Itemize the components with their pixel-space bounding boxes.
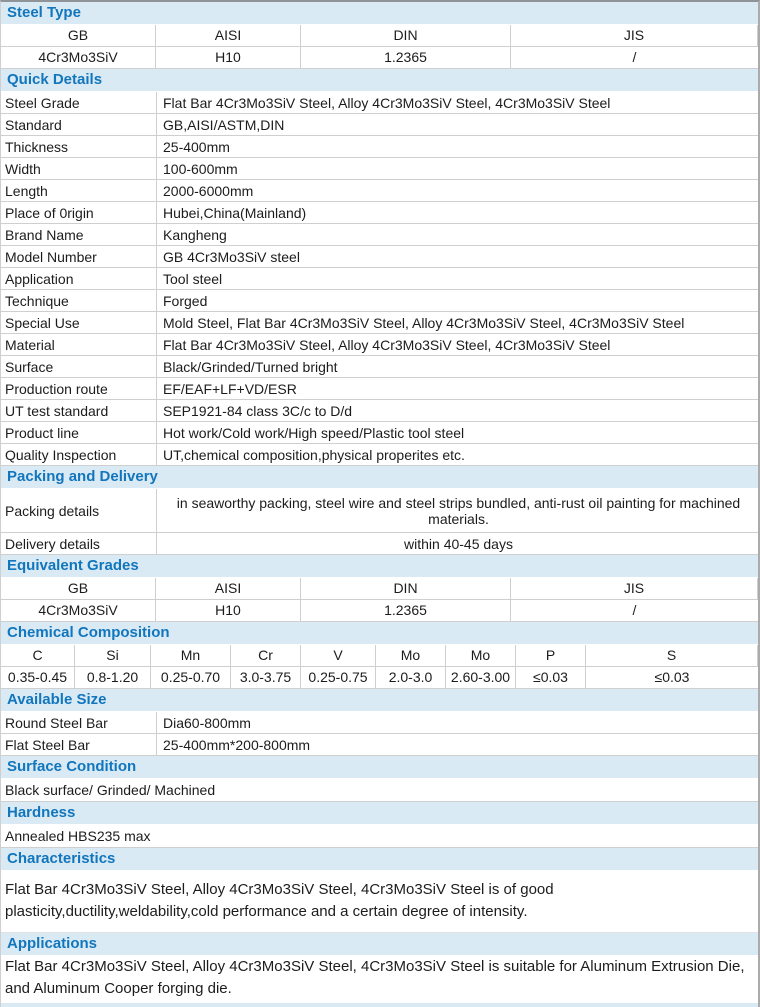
grade-value-cell: / — [511, 47, 758, 69]
spec-label: Model Number — [1, 246, 157, 267]
spec-label: UT test standard — [1, 400, 157, 421]
chem-range-cell: ≤0.03 — [586, 667, 758, 689]
chem-range-cell: 0.8-1.20 — [75, 667, 151, 689]
chem-range-cell: ≤0.03 — [516, 667, 586, 689]
spec-row — [1, 180, 758, 202]
grade-header-cell: DIN — [301, 578, 511, 600]
spec-row — [1, 734, 758, 756]
spec-label: Steel Grade — [1, 92, 157, 113]
applications-text: Flat Bar 4Cr3Mo3SiV Steel, Alloy 4Cr3Mo3SiV Steel, 4Cr3Mo3SiV Steel is suitable for Aluminum Extrusion Die, and Aluminum Cooper forging die. — [5, 958, 745, 997]
spec-row — [1, 712, 758, 734]
chem-range-cell: 0.25-0.75 — [301, 667, 376, 689]
spec-value: Black/Grinded/Turned bright — [163, 358, 338, 375]
grade-value-cell: 4Cr3Mo3SiV — [1, 600, 156, 622]
spec-row — [1, 158, 758, 180]
spec-label: Delivery details — [1, 533, 157, 554]
section-title-available-size: Available Size — [1, 689, 758, 712]
section-title-steel-type: Steel Type — [1, 2, 758, 25]
spec-row — [1, 422, 758, 444]
spec-value: within 40-45 days — [404, 535, 513, 552]
spec-label: Round Steel Bar — [1, 712, 157, 733]
spec-value: in seaworthy packing, steel wire and steel strips bundled, anti-rust oil painting for machined materials. — [176, 494, 741, 527]
steel-type-grade-table — [1, 25, 758, 69]
chem-element-cell: Mo — [446, 645, 516, 667]
spec-value: 100-600mm — [163, 160, 238, 177]
spec-row — [1, 290, 758, 312]
spec-label: Flat Steel Bar — [1, 734, 157, 755]
spec-row — [1, 114, 758, 136]
spec-row — [1, 334, 758, 356]
spec-value: 25-400mm*200-800mm — [163, 736, 311, 753]
spec-value: SEP1921-84 class 3C/c to D/d — [163, 402, 353, 419]
spec-label: Place of 0rigin — [1, 202, 157, 223]
spec-row — [1, 268, 758, 290]
grade-header-cell: AISI — [156, 25, 301, 47]
section-title-equivalent-grades: Equivalent Grades — [1, 555, 758, 578]
chem-element-cell: S — [586, 645, 758, 667]
grade-value-cell: H10 — [156, 600, 301, 622]
chem-element-cell: V — [301, 645, 376, 667]
spec-row — [1, 356, 758, 378]
spec-value: EF/EAF+LF+VD/ESR — [163, 380, 297, 397]
chemical-composition-table — [1, 645, 758, 689]
spec-value: Tool steel — [163, 270, 223, 287]
spec-row — [1, 400, 758, 422]
spec-row — [1, 533, 758, 555]
section-title-quick-details: Quick Details — [1, 69, 758, 92]
spec-row — [1, 224, 758, 246]
grade-header-cell: JIS — [511, 25, 758, 47]
chem-range-cell: 2.0-3.0 — [376, 667, 446, 689]
spec-row — [1, 92, 758, 114]
spec-label: Material — [1, 334, 157, 355]
chem-range-cell: 2.60-3.00 — [446, 667, 516, 689]
spec-value: Hot work/Cold work/High speed/Plastic tool steel — [163, 424, 465, 441]
equivalent-grades-table — [1, 578, 758, 622]
grade-value-cell: 1.2365 — [301, 47, 511, 69]
spec-row — [1, 246, 758, 268]
grade-value-cell: H10 — [156, 47, 301, 69]
spec-label: Technique — [1, 290, 157, 311]
spec-row — [1, 312, 758, 334]
grade-value-cell: 1.2365 — [301, 600, 511, 622]
section-title-applications: Applications — [1, 933, 758, 956]
spec-label: Special Use — [1, 312, 157, 333]
grade-header-cell: DIN — [301, 25, 511, 47]
spec-label: Surface — [1, 356, 157, 377]
spec-label: Application — [1, 268, 157, 289]
spec-label: Thickness — [1, 136, 157, 157]
hardness-text: Annealed HBS235 max — [1, 825, 758, 848]
grade-header-cell: JIS — [511, 578, 758, 600]
surface-condition-text: Black surface/ Grinded/ Machined — [1, 779, 758, 802]
chem-element-cell: C — [1, 645, 75, 667]
spec-label: Length — [1, 180, 157, 201]
spec-value: Dia60-800mm — [163, 714, 251, 731]
chem-element-cell: Cr — [231, 645, 301, 667]
section-title-surface-condition: Surface Condition — [1, 756, 758, 779]
spec-label: Standard — [1, 114, 157, 135]
characteristics-text: Flat Bar 4Cr3Mo3SiV Steel, Alloy 4Cr3Mo3SiV Steel, 4Cr3Mo3SiV Steel is of good plasticity,ductility,weldability,cold performance and a certain degree of intensity. — [1, 871, 758, 933]
spec-value: GB 4Cr3Mo3SiV steel — [163, 248, 300, 265]
spec-value: 25-400mm — [163, 138, 230, 155]
chem-element-cell: Si — [75, 645, 151, 667]
spec-label: Product line — [1, 422, 157, 443]
spec-label: Quality Inspection — [1, 444, 157, 465]
spec-row — [1, 444, 758, 466]
spec-value: UT,chemical composition,physical properites etc. — [163, 446, 465, 463]
spec-row — [1, 378, 758, 400]
chem-range-cell: 0.35-0.45 — [1, 667, 75, 689]
spec-label: Width — [1, 158, 157, 179]
spec-value: Hubei,China(Mainland) — [163, 204, 307, 221]
grade-header-cell: GB — [1, 578, 156, 600]
section-title-packing-delivery: Packing and Delivery — [1, 466, 758, 489]
grade-value-cell: 4Cr3Mo3SiV — [1, 47, 156, 69]
spec-value: Mold Steel, Flat Bar 4Cr3Mo3SiV Steel, Alloy 4Cr3Mo3SiV Steel, 4Cr3Mo3SiV Steel — [163, 314, 685, 331]
section-title-characteristics: Characteristics — [1, 848, 758, 871]
spec-label: Packing details — [1, 489, 157, 532]
chem-element-cell: Mo — [376, 645, 446, 667]
spec-value: 2000-6000mm — [163, 182, 254, 199]
spec-row — [1, 489, 758, 533]
spec-row — [1, 202, 758, 224]
grade-header-cell: GB — [1, 25, 156, 47]
grade-header-cell: AISI — [156, 578, 301, 600]
spec-value: Kangheng — [163, 226, 227, 243]
spec-value: GB,AISI/ASTM,DIN — [163, 116, 285, 133]
spec-label: Production route — [1, 378, 157, 399]
section-title-chemical-composition: Chemical Composition — [1, 622, 758, 645]
spec-value: Flat Bar 4Cr3Mo3SiV Steel, Alloy 4Cr3Mo3SiV Steel, 4Cr3Mo3SiV Steel — [163, 336, 611, 353]
chem-range-cell: 0.25-0.70 — [151, 667, 231, 689]
next-section-strip — [1, 1003, 758, 1007]
spec-value: Flat Bar 4Cr3Mo3SiV Steel, Alloy 4Cr3Mo3SiV Steel, 4Cr3Mo3SiV Steel — [163, 94, 611, 111]
spec-label: Brand Name — [1, 224, 157, 245]
spec-value: Forged — [163, 292, 208, 309]
section-title-hardness: Hardness — [1, 802, 758, 825]
grade-value-cell: / — [511, 600, 758, 622]
spec-row — [1, 136, 758, 158]
chem-range-cell: 3.0-3.75 — [231, 667, 301, 689]
chem-element-cell: P — [516, 645, 586, 667]
chem-element-cell: Mn — [151, 645, 231, 667]
